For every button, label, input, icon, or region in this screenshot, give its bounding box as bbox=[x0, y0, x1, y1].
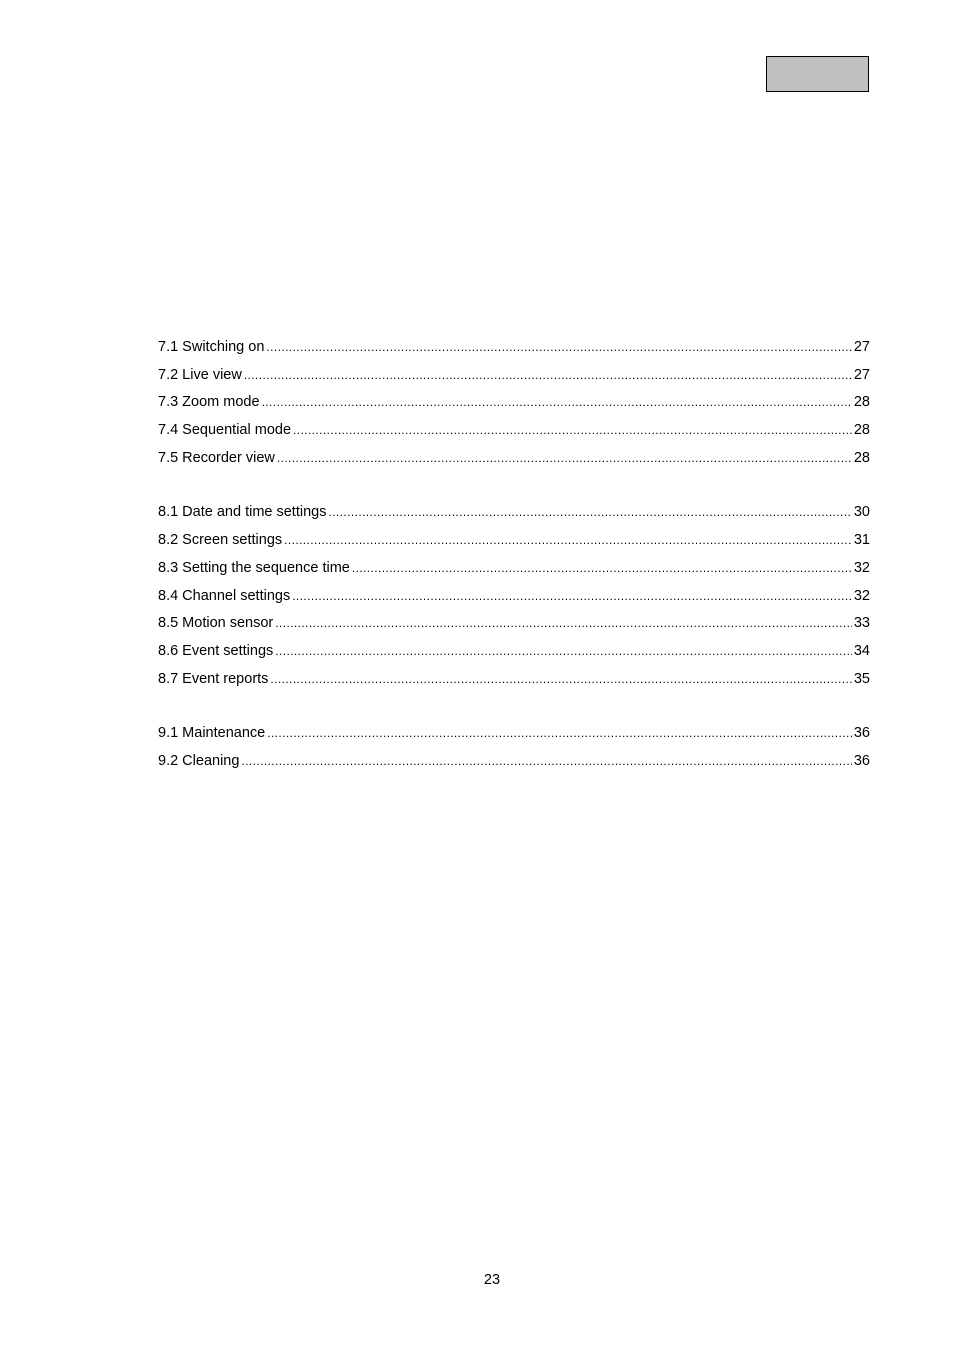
toc-entry-page: 33 bbox=[853, 615, 870, 632]
toc-entry-page: 36 bbox=[853, 725, 870, 742]
toc-entry[interactable] bbox=[158, 555, 870, 583]
toc-entry[interactable] bbox=[158, 362, 870, 390]
toc-entry-label: 8.7 Event reports bbox=[158, 670, 269, 687]
toc-entry-label: 8.1 Date and time settings bbox=[158, 504, 327, 521]
toc-entry-page: 32 bbox=[853, 559, 870, 576]
toc-leader-dots bbox=[266, 334, 851, 362]
toc-entry-page: 28 bbox=[853, 449, 870, 466]
toc-entry-label: 8.4 Channel settings bbox=[158, 587, 291, 604]
language-tab-box bbox=[766, 56, 869, 92]
toc-entry-label: 7.2 Live view bbox=[158, 366, 242, 383]
table-of-contents bbox=[158, 334, 870, 803]
toc-entry-page: 30 bbox=[853, 504, 870, 521]
toc-entry-label: 7.4 Sequential mode bbox=[158, 422, 292, 439]
toc-entry-label: 8.6 Event settings bbox=[158, 642, 274, 659]
toc-entry-label: 9.1 Maintenance bbox=[158, 725, 266, 742]
toc-entry[interactable] bbox=[158, 334, 870, 362]
toc-entry[interactable] bbox=[158, 389, 870, 417]
toc-entry[interactable] bbox=[158, 583, 870, 611]
toc-entry-page: 36 bbox=[853, 752, 870, 769]
toc-entry[interactable] bbox=[158, 720, 870, 748]
toc-entry-label: 8.5 Motion sensor bbox=[158, 615, 274, 632]
toc-entry-label: 7.3 Zoom mode bbox=[158, 394, 260, 411]
toc-leader-dots bbox=[241, 748, 851, 776]
toc-entry-page: 28 bbox=[853, 422, 870, 439]
toc-entry[interactable] bbox=[158, 610, 870, 638]
page-number: 23 bbox=[483, 1272, 501, 1288]
toc-entry-page: 34 bbox=[853, 642, 870, 659]
toc-entry[interactable] bbox=[158, 445, 870, 473]
toc-entry-page: 28 bbox=[853, 394, 870, 411]
toc-leader-dots bbox=[267, 720, 852, 748]
toc-leader-dots bbox=[275, 638, 852, 666]
toc-section-9 bbox=[158, 720, 870, 775]
toc-entry[interactable] bbox=[158, 748, 870, 776]
toc-entry-page: 35 bbox=[853, 670, 870, 687]
toc-leader-dots bbox=[277, 445, 852, 473]
toc-entry-page: 27 bbox=[853, 339, 870, 355]
toc-leader-dots bbox=[284, 527, 852, 555]
toc-entry-page: 27 bbox=[853, 366, 870, 383]
toc-leader-dots bbox=[352, 555, 852, 583]
toc-entry[interactable] bbox=[158, 638, 870, 666]
toc-entry-label: 7.1 Switching on bbox=[158, 339, 265, 355]
toc-entry-page: 31 bbox=[853, 532, 870, 549]
toc-entry-label: 8.2 Screen settings bbox=[158, 532, 283, 549]
toc-entry[interactable] bbox=[158, 527, 870, 555]
toc-leader-dots bbox=[270, 666, 851, 694]
toc-leader-dots bbox=[262, 389, 852, 417]
toc-entry[interactable] bbox=[158, 666, 870, 694]
toc-leader-dots bbox=[328, 499, 851, 527]
toc-section-8 bbox=[158, 499, 870, 693]
toc-section-7 bbox=[158, 334, 870, 472]
toc-leader-dots bbox=[244, 362, 852, 390]
toc-leader-dots bbox=[292, 583, 852, 611]
toc-entry-page: 32 bbox=[853, 587, 870, 604]
toc-entry[interactable] bbox=[158, 417, 870, 445]
toc-entry-label: 8.3 Setting the sequence time bbox=[158, 559, 350, 576]
toc-leader-dots bbox=[293, 417, 852, 445]
toc-entry[interactable] bbox=[158, 499, 870, 527]
toc-entry-label: 7.5 Recorder view bbox=[158, 449, 275, 466]
toc-entry-label: 9.2 Cleaning bbox=[158, 752, 240, 769]
toc-leader-dots bbox=[275, 610, 852, 638]
